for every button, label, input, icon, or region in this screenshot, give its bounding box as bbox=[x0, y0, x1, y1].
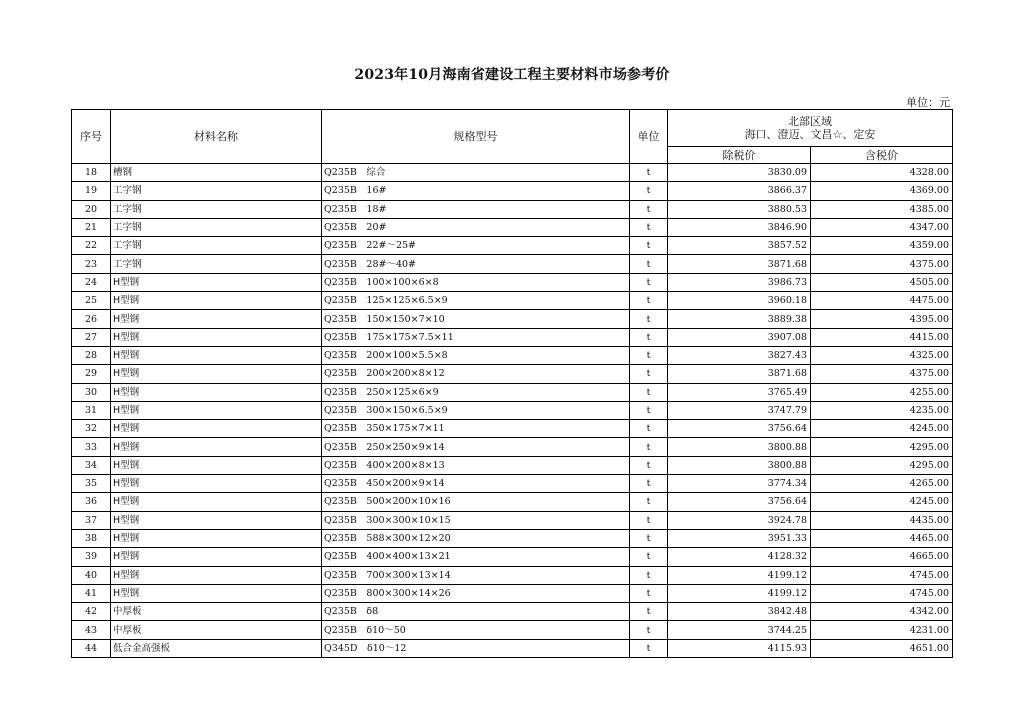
row-price-inc-tax: 4745.00 bbox=[811, 584, 953, 602]
row-price-inc-tax: 4255.00 bbox=[811, 383, 953, 401]
row-price-inc-tax: 4415.00 bbox=[811, 328, 953, 346]
row-seq: 18 bbox=[72, 164, 111, 182]
row-spec: Q235B 700×300×13×14 bbox=[322, 566, 630, 584]
table-row bbox=[72, 255, 953, 273]
row-seq: 29 bbox=[72, 365, 111, 383]
row-spec: Q235B 28#～40# bbox=[322, 255, 630, 273]
row-spec: Q235B 18# bbox=[322, 200, 630, 218]
row-unit: t bbox=[630, 255, 668, 273]
row-material-name: H型钢 bbox=[111, 401, 322, 419]
row-price-inc-tax: 4395.00 bbox=[811, 310, 953, 328]
row-seq: 33 bbox=[72, 438, 111, 456]
row-spec: Q235B 250×250×9×14 bbox=[322, 438, 630, 456]
row-price-inc-tax: 4375.00 bbox=[811, 365, 953, 383]
table-row bbox=[72, 493, 953, 511]
table-row bbox=[72, 584, 953, 602]
row-price-ex-tax: 3800.88 bbox=[668, 456, 811, 474]
row-material-name: H型钢 bbox=[111, 493, 322, 511]
row-material-name: H型钢 bbox=[111, 475, 322, 493]
row-price-ex-tax: 3951.33 bbox=[668, 529, 811, 547]
row-unit: t bbox=[630, 401, 668, 419]
row-material-name: 工字钢 bbox=[111, 182, 322, 200]
row-spec: Q235B 250×125×6×9 bbox=[322, 383, 630, 401]
row-price-ex-tax: 4199.12 bbox=[668, 584, 811, 602]
table-row bbox=[72, 420, 953, 438]
row-unit: t bbox=[630, 200, 668, 218]
row-spec: Q235B 22#～25# bbox=[322, 237, 630, 255]
row-price-ex-tax: 3846.90 bbox=[668, 218, 811, 236]
row-unit: t bbox=[630, 493, 668, 511]
row-price-ex-tax: 3842.48 bbox=[668, 603, 811, 621]
table-row bbox=[72, 621, 953, 639]
row-price-inc-tax: 4475.00 bbox=[811, 292, 953, 310]
row-unit: t bbox=[630, 621, 668, 639]
row-seq: 26 bbox=[72, 310, 111, 328]
row-material-name: H型钢 bbox=[111, 548, 322, 566]
row-material-name: H型钢 bbox=[111, 438, 322, 456]
row-unit: t bbox=[630, 529, 668, 547]
row-material-name: H型钢 bbox=[111, 273, 322, 291]
row-material-name: 工字钢 bbox=[111, 218, 322, 236]
row-price-ex-tax: 3800.88 bbox=[668, 438, 811, 456]
row-material-name: 槽钢 bbox=[111, 164, 322, 182]
row-price-ex-tax: 4128.32 bbox=[668, 548, 811, 566]
row-seq: 36 bbox=[72, 493, 111, 511]
row-material-name: H型钢 bbox=[111, 511, 322, 529]
row-material-name: 低合金高强板 bbox=[111, 639, 322, 657]
table-row bbox=[72, 310, 953, 328]
row-seq: 42 bbox=[72, 603, 111, 621]
row-material-name: 工字钢 bbox=[111, 200, 322, 218]
row-unit: t bbox=[630, 584, 668, 602]
table-row bbox=[72, 603, 953, 621]
table-body bbox=[72, 164, 953, 658]
row-unit: t bbox=[630, 639, 668, 657]
row-price-inc-tax: 4295.00 bbox=[811, 456, 953, 474]
row-unit: t bbox=[630, 346, 668, 364]
row-spec: Q235B 400×200×8×13 bbox=[322, 456, 630, 474]
row-price-ex-tax: 3871.68 bbox=[668, 255, 811, 273]
unit-note: 单位：元 bbox=[906, 96, 950, 109]
row-material-name: H型钢 bbox=[111, 529, 322, 547]
row-price-ex-tax: 3765.49 bbox=[668, 383, 811, 401]
row-seq: 34 bbox=[72, 456, 111, 474]
table-row bbox=[72, 566, 953, 584]
page-title: 2023年10月海南省建设工程主要材料市场参考价 bbox=[354, 67, 670, 83]
header-seq: 序号 bbox=[72, 110, 111, 164]
row-unit: t bbox=[630, 438, 668, 456]
row-material-name: H型钢 bbox=[111, 566, 322, 584]
row-price-inc-tax: 4505.00 bbox=[811, 273, 953, 291]
row-unit: t bbox=[630, 420, 668, 438]
row-spec: Q235B 800×300×14×26 bbox=[322, 584, 630, 602]
row-unit: t bbox=[630, 383, 668, 401]
row-unit: t bbox=[630, 310, 668, 328]
table-row bbox=[72, 475, 953, 493]
table-row bbox=[72, 346, 953, 364]
table-row bbox=[72, 456, 953, 474]
table-row bbox=[72, 328, 953, 346]
table-row bbox=[72, 200, 953, 218]
row-price-ex-tax: 4199.12 bbox=[668, 566, 811, 584]
row-seq: 28 bbox=[72, 346, 111, 364]
row-price-ex-tax: 3774.34 bbox=[668, 475, 811, 493]
table-row bbox=[72, 273, 953, 291]
row-price-inc-tax: 4651.00 bbox=[811, 639, 953, 657]
row-price-inc-tax: 4342.00 bbox=[811, 603, 953, 621]
row-spec: Q235B 综合 bbox=[322, 164, 630, 182]
table-row bbox=[72, 438, 953, 456]
row-seq: 44 bbox=[72, 639, 111, 657]
row-price-ex-tax: 3907.08 bbox=[668, 328, 811, 346]
row-price-ex-tax: 3747.79 bbox=[668, 401, 811, 419]
row-seq: 27 bbox=[72, 328, 111, 346]
row-price-ex-tax: 3744.25 bbox=[668, 621, 811, 639]
row-spec: Q235B 350×175×7×11 bbox=[322, 420, 630, 438]
row-price-inc-tax: 4435.00 bbox=[811, 511, 953, 529]
row-seq: 39 bbox=[72, 548, 111, 566]
row-seq: 41 bbox=[72, 584, 111, 602]
row-spec: Q235B 20# bbox=[322, 218, 630, 236]
row-price-inc-tax: 4465.00 bbox=[811, 529, 953, 547]
row-unit: t bbox=[630, 566, 668, 584]
row-price-inc-tax: 4745.00 bbox=[811, 566, 953, 584]
row-unit: t bbox=[630, 328, 668, 346]
row-price-ex-tax: 3880.53 bbox=[668, 200, 811, 218]
row-price-inc-tax: 4265.00 bbox=[811, 475, 953, 493]
row-seq: 23 bbox=[72, 255, 111, 273]
row-seq: 22 bbox=[72, 237, 111, 255]
row-price-inc-tax: 4385.00 bbox=[811, 200, 953, 218]
row-spec: Q235B 450×200×9×14 bbox=[322, 475, 630, 493]
table-row bbox=[72, 383, 953, 401]
row-price-inc-tax: 4665.00 bbox=[811, 548, 953, 566]
row-seq: 38 bbox=[72, 529, 111, 547]
row-price-inc-tax: 4235.00 bbox=[811, 401, 953, 419]
row-seq: 24 bbox=[72, 273, 111, 291]
table-row bbox=[72, 237, 953, 255]
row-unit: t bbox=[630, 237, 668, 255]
row-material-name: H型钢 bbox=[111, 383, 322, 401]
row-spec: Q235B 300×300×10×15 bbox=[322, 511, 630, 529]
row-price-inc-tax: 4359.00 bbox=[811, 237, 953, 255]
row-material-name: H型钢 bbox=[111, 346, 322, 364]
row-spec: Q235B 175×175×7.5×11 bbox=[322, 328, 630, 346]
table-row bbox=[72, 511, 953, 529]
table-row bbox=[72, 218, 953, 236]
table-row bbox=[72, 164, 953, 182]
row-price-ex-tax: 3857.52 bbox=[668, 237, 811, 255]
row-material-name: 工字钢 bbox=[111, 255, 322, 273]
row-seq: 30 bbox=[72, 383, 111, 401]
row-price-ex-tax: 3924.78 bbox=[668, 511, 811, 529]
row-price-inc-tax: 4347.00 bbox=[811, 218, 953, 236]
row-unit: t bbox=[630, 182, 668, 200]
row-seq: 37 bbox=[72, 511, 111, 529]
header-price-ex-tax: 除税价 bbox=[668, 147, 811, 164]
row-spec: Q235B 150×150×7×10 bbox=[322, 310, 630, 328]
row-material-name: 中厚板 bbox=[111, 603, 322, 621]
row-material-name: H型钢 bbox=[111, 584, 322, 602]
row-material-name: 中厚板 bbox=[111, 621, 322, 639]
row-seq: 31 bbox=[72, 401, 111, 419]
header-price-inc-tax: 含税价 bbox=[811, 147, 953, 164]
row-price-ex-tax: 3830.09 bbox=[668, 164, 811, 182]
row-unit: t bbox=[630, 456, 668, 474]
row-spec: Q235B 16# bbox=[322, 182, 630, 200]
row-seq: 25 bbox=[72, 292, 111, 310]
row-unit: t bbox=[630, 292, 668, 310]
row-seq: 32 bbox=[72, 420, 111, 438]
row-spec: Q235B 300×150×6.5×9 bbox=[322, 401, 630, 419]
header-unit: 单位 bbox=[630, 110, 668, 164]
row-price-ex-tax: 3986.73 bbox=[668, 273, 811, 291]
row-unit: t bbox=[630, 218, 668, 236]
row-price-ex-tax: 3960.18 bbox=[668, 292, 811, 310]
row-seq: 19 bbox=[72, 182, 111, 200]
row-price-inc-tax: 4325.00 bbox=[811, 346, 953, 364]
row-material-name: H型钢 bbox=[111, 365, 322, 383]
header-region bbox=[668, 110, 953, 147]
table-row bbox=[72, 401, 953, 419]
row-material-name: H型钢 bbox=[111, 292, 322, 310]
row-material-name: H型钢 bbox=[111, 456, 322, 474]
row-price-inc-tax: 4375.00 bbox=[811, 255, 953, 273]
header-region-cities: 海口、澄迈、文昌☆、定安 bbox=[744, 128, 876, 141]
table-row bbox=[72, 639, 953, 657]
row-price-ex-tax: 3756.64 bbox=[668, 420, 811, 438]
row-unit: t bbox=[630, 164, 668, 182]
row-price-ex-tax: 4115.93 bbox=[668, 639, 811, 657]
row-unit: t bbox=[630, 475, 668, 493]
table-row bbox=[72, 292, 953, 310]
row-unit: t bbox=[630, 365, 668, 383]
row-unit: t bbox=[630, 273, 668, 291]
row-material-name: H型钢 bbox=[111, 310, 322, 328]
row-price-ex-tax: 3889.38 bbox=[668, 310, 811, 328]
row-price-inc-tax: 4295.00 bbox=[811, 438, 953, 456]
row-spec: Q235B 125×125×6.5×9 bbox=[322, 292, 630, 310]
row-spec: Q235B 200×100×5.5×8 bbox=[322, 346, 630, 364]
row-price-ex-tax: 3756.64 bbox=[668, 493, 811, 511]
row-spec: Q235B 400×400×13×21 bbox=[322, 548, 630, 566]
row-spec: Q345D δ10～12 bbox=[322, 639, 630, 657]
table-row bbox=[72, 529, 953, 547]
row-spec: Q235B 200×200×8×12 bbox=[322, 365, 630, 383]
price-table bbox=[71, 109, 953, 658]
row-price-inc-tax: 4369.00 bbox=[811, 182, 953, 200]
row-price-inc-tax: 4328.00 bbox=[811, 164, 953, 182]
row-seq: 40 bbox=[72, 566, 111, 584]
row-spec: Q235B δ10～50 bbox=[322, 621, 630, 639]
header-region-title: 北部区域 bbox=[788, 115, 832, 128]
row-material-name: 工字钢 bbox=[111, 237, 322, 255]
row-spec: Q235B 100×100×6×8 bbox=[322, 273, 630, 291]
row-spec: Q235B δ8 bbox=[322, 603, 630, 621]
row-seq: 20 bbox=[72, 200, 111, 218]
header-spec: 规格型号 bbox=[322, 110, 630, 164]
row-seq: 43 bbox=[72, 621, 111, 639]
row-spec: Q235B 500×200×10×16 bbox=[322, 493, 630, 511]
header-material-name: 材料名称 bbox=[111, 110, 322, 164]
row-price-ex-tax: 3827.43 bbox=[668, 346, 811, 364]
row-price-inc-tax: 4245.00 bbox=[811, 420, 953, 438]
row-unit: t bbox=[630, 548, 668, 566]
table-row bbox=[72, 365, 953, 383]
row-material-name: H型钢 bbox=[111, 328, 322, 346]
row-spec: Q235B 588×300×12×20 bbox=[322, 529, 630, 547]
row-seq: 21 bbox=[72, 218, 111, 236]
row-seq: 35 bbox=[72, 475, 111, 493]
row-price-ex-tax: 3871.68 bbox=[668, 365, 811, 383]
row-unit: t bbox=[630, 511, 668, 529]
table-row bbox=[72, 548, 953, 566]
row-price-inc-tax: 4245.00 bbox=[811, 493, 953, 511]
table-row bbox=[72, 182, 953, 200]
row-price-ex-tax: 3866.37 bbox=[668, 182, 811, 200]
row-unit: t bbox=[630, 603, 668, 621]
row-material-name: H型钢 bbox=[111, 420, 322, 438]
row-price-inc-tax: 4231.00 bbox=[811, 621, 953, 639]
